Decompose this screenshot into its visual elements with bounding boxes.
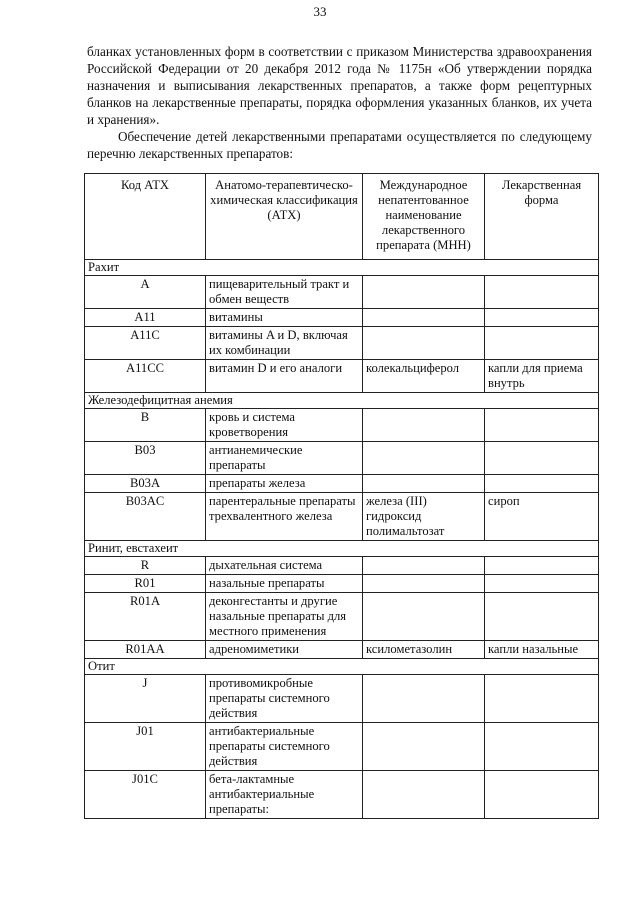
cell-dosage-form: [485, 442, 599, 475]
table-row: [85, 327, 599, 360]
cell-inn: [363, 771, 485, 819]
cell-inn: [363, 276, 485, 309]
header-dosage-form: Лекарственная форма: [485, 174, 599, 260]
section-row: [85, 260, 599, 276]
table-body: [85, 260, 599, 819]
cell-atx-code: J01C: [85, 771, 206, 819]
header-atx-code: Код АТХ: [85, 174, 206, 260]
cell-dosage-form: [485, 771, 599, 819]
table-row: [85, 276, 599, 309]
table-row: [85, 309, 599, 327]
cell-dosage-form: [485, 409, 599, 442]
page-number: 33: [313, 4, 327, 19]
cell-dosage-form: [485, 327, 599, 360]
cell-atx-classification: назальные препараты: [206, 575, 363, 593]
cell-inn: [363, 475, 485, 493]
cell-inn: [363, 309, 485, 327]
cell-inn: [363, 723, 485, 771]
cell-atx-code: A: [85, 276, 206, 309]
cell-atx-classification: витамин D и его аналоги: [206, 360, 363, 393]
cell-atx-code: R01: [85, 575, 206, 593]
table-row: [85, 575, 599, 593]
cell-dosage-form: [485, 575, 599, 593]
table-row: [85, 675, 599, 723]
cell-atx-code: R01AA: [85, 641, 206, 659]
table-header: [85, 174, 599, 260]
cell-atx-classification: витамины A и D, включая их комбинации: [206, 327, 363, 360]
section-title: Ринит, евстахеит: [85, 541, 599, 557]
cell-atx-code: J: [85, 675, 206, 723]
cell-atx-classification: противомикробные препараты системного действия: [206, 675, 363, 723]
table-row: [85, 593, 599, 641]
cell-atx-code: A11CC: [85, 360, 206, 393]
paragraph-drug-list-intro: Обеспечение детей лекарственными препаратами осуществляется по следующему перечню лекарственных препаратов:: [87, 129, 592, 161]
cell-atx-classification: витамины: [206, 309, 363, 327]
cell-atx-classification: антианемические препараты: [206, 442, 363, 475]
table-row: [85, 442, 599, 475]
table-row: [85, 360, 599, 393]
cell-atx-classification: препараты железа: [206, 475, 363, 493]
cell-inn: [363, 557, 485, 575]
cell-atx-classification: парентеральные препараты трехвалентного железа: [206, 493, 363, 541]
cell-atx-code: J01: [85, 723, 206, 771]
cell-inn: [363, 409, 485, 442]
cell-atx-classification: адреномиметики: [206, 641, 363, 659]
cell-atx-code: B03A: [85, 475, 206, 493]
table-row: [85, 557, 599, 575]
cell-dosage-form: [485, 309, 599, 327]
cell-atx-code: B03: [85, 442, 206, 475]
cell-inn: [363, 442, 485, 475]
cell-dosage-form: [485, 675, 599, 723]
cell-atx-code: R01A: [85, 593, 206, 641]
cell-dosage-form: [485, 276, 599, 309]
cell-dosage-form: [485, 723, 599, 771]
cell-inn: [363, 327, 485, 360]
paragraph-order-reference: бланках установленных форм в соответствии с приказом Министерства здравоохранения Российской Федерации от 20 декабря 2012 года № 1175н «Об утверждении порядка назначения и выписывания лекарственных препаратов, а также форм рецептурных бланков на лекарственные препараты, порядка оформления указанных бланков, их учета и хранения».: [87, 44, 592, 127]
cell-dosage-form: капли назальные: [485, 641, 599, 659]
cell-inn: железа (III) гидроксид полимальтозат: [363, 493, 485, 541]
cell-inn: [363, 575, 485, 593]
cell-atx-classification: пищеварительный тракт и обмен веществ: [206, 276, 363, 309]
cell-dosage-form: капли для приема внутрь: [485, 360, 599, 393]
cell-dosage-form: [485, 593, 599, 641]
cell-atx-classification: бета-лактамные антибактериальные препараты:: [206, 771, 363, 819]
cell-dosage-form: [485, 475, 599, 493]
cell-atx-code: A11: [85, 309, 206, 327]
section-row: [85, 541, 599, 557]
section-title: Отит: [85, 659, 599, 675]
cell-inn: [363, 675, 485, 723]
cell-inn: [363, 593, 485, 641]
cell-atx-classification: дыхательная система: [206, 557, 363, 575]
section-title: Рахит: [85, 260, 599, 276]
cell-atx-code: B: [85, 409, 206, 442]
section-row: [85, 659, 599, 675]
table-row: [85, 493, 599, 541]
cell-atx-classification: кровь и система кроветворения: [206, 409, 363, 442]
header-atx-classification: Анатомо-терапевтическо-химическая классификация (АТХ): [206, 174, 363, 260]
table-row: [85, 475, 599, 493]
section-row: [85, 393, 599, 409]
section-title: Железодефицитная анемия: [85, 393, 599, 409]
cell-atx-code: A11C: [85, 327, 206, 360]
cell-inn: колекальциферол: [363, 360, 485, 393]
cell-inn: ксилометазолин: [363, 641, 485, 659]
header-inn: Международное непатентованное наименование лекарственного препарата (МНН): [363, 174, 485, 260]
table-row: [85, 771, 599, 819]
cell-atx-classification: деконгестанты и другие назальные препараты для местного применения: [206, 593, 363, 641]
table-row: [85, 641, 599, 659]
cell-dosage-form: сироп: [485, 493, 599, 541]
cell-atx-code: R: [85, 557, 206, 575]
cell-atx-classification: антибактериальные препараты системного действия: [206, 723, 363, 771]
cell-dosage-form: [485, 557, 599, 575]
table-row: [85, 723, 599, 771]
cell-atx-code: B03AC: [85, 493, 206, 541]
table-row: [85, 409, 599, 442]
atx-drug-table: [84, 173, 599, 819]
